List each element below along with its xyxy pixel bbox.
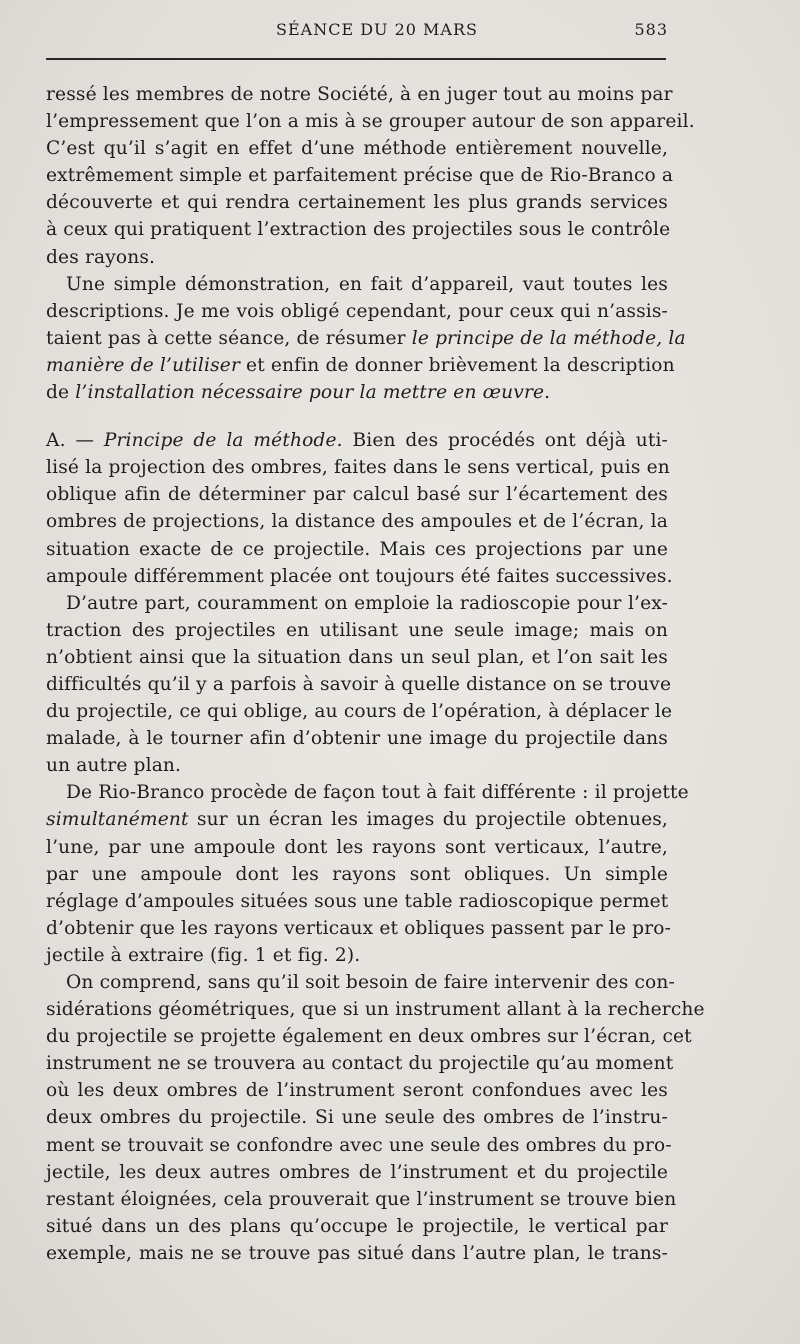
italic-text: Principe de la méthode. [103, 430, 343, 452]
text-line: n’obtient ainsi que la situation dans un seul plan, et l’on sait les [46, 646, 668, 668]
paragraph-gap [46, 406, 668, 427]
text-line: où les deux ombres de l’instrument seront confondues avec les [46, 1080, 668, 1102]
text-line: malade, à le tourner afin d’obtenir une image du projectile dans [46, 728, 668, 750]
italic-text: manière de l’utiliser [46, 354, 240, 376]
text-line: d’obtenir que les rayons verticaux et obliques passent par le pro- [46, 917, 672, 939]
text-line: l’une, par une ampoule dont les rayons sont verticaux, l’autre, [46, 836, 668, 858]
text-line: manière de l’utiliser et enfin de donner brièvement la description [46, 354, 675, 376]
body-text [46, 81, 705, 1267]
text-line: extrêmement simple et parfaitement précise que de Rio-Branco a [46, 165, 674, 187]
paragraph [46, 271, 686, 406]
italic-text: le principe de la méthode, [411, 327, 663, 349]
text-line: ressé les membres de notre Société, à en juger tout au moins par [46, 84, 673, 105]
paragraph [46, 81, 695, 271]
text-line: deux ombres du projectile. Si une seule des ombres de l’instru- [46, 1107, 668, 1129]
text-line: du projectile, ce qui oblige, au cours de l’opération, à déplacer le [46, 701, 673, 723]
text-line: des rayons. [46, 246, 156, 268]
text-line: jectile à extraire (fig. 1 et fig. 2). [46, 944, 361, 966]
text-line: Une simple démonstration, en fait d’appareil, vaut toutes les [66, 273, 668, 295]
text-line: taient pas à cette séance, de résumer le principe de la méthode, la [46, 327, 686, 349]
text-line: situation exacte de ce projectile. Mais ces projections par une [46, 538, 668, 560]
text-line: du projectile se projette également en deux ombres sur l’écran, cet [46, 1026, 692, 1048]
text-line: ment se trouvait se confondre avec une seule des ombres du pro- [46, 1134, 672, 1156]
text-line: l’empressement que l’on a mis à se grouper autour de son appareil. [46, 111, 695, 133]
italic-text: simultanément [46, 809, 189, 831]
text-line: difficultés qu’il y a parfois à savoir à quelle distance on se trouve [46, 673, 672, 695]
text-line: un autre plan. [46, 755, 182, 777]
text-line: ombres de projections, la distance des ampoules et de l’écran, la [46, 511, 668, 533]
text-line: réglage d’ampoules situées sous une table radioscopique permet [46, 890, 669, 912]
text-line: De Rio-Branco procède de façon tout à fait différente : il projette [66, 782, 689, 804]
text-line: à ceux qui pratiquent l’extraction des projectiles sous le contrôle [46, 219, 671, 241]
text-line: par une ampoule dont les rayons sont obliques. Un simple [46, 863, 668, 885]
paragraph [46, 427, 673, 590]
text-line: ampoule différemment placée ont toujours été faites successives. [46, 565, 673, 587]
paragraph [46, 779, 689, 969]
text-line: A. — Principe de la méthode. Bien des procédés ont déjà uti- [46, 430, 668, 452]
text-line: D’autre part, couramment on emploie la radioscopie pour l’ex- [66, 592, 668, 614]
text-line: traction des projectiles en utilisant une seule image; mais on [46, 619, 668, 641]
text-line: C’est qu’il s’agit en effet d’une méthode entièrement nouvelle, [46, 138, 668, 160]
running-title: SÉANCE DU 20 MARS [276, 20, 478, 39]
text-line: sidérations géométriques, que si un instrument allant à la recherche [46, 999, 705, 1021]
text-line: de l’installation nécessaire pour la mettre en œuvre. [46, 382, 551, 404]
header-rule [46, 58, 666, 60]
text-line: On comprend, sans qu’il soit besoin de faire intervenir des con- [66, 972, 675, 993]
paragraph [46, 590, 673, 780]
text-line: descriptions. Je me vois obligé cependant, pour ceux qui n’assis- [46, 300, 668, 322]
italic-text: la [668, 327, 686, 349]
page-header [46, 20, 668, 44]
text-line: instrument ne se trouvera au contact du projectile qu’au moment [46, 1053, 674, 1075]
text-line: simultanément sur un écran les images du projectile obtenues, [46, 809, 668, 831]
italic-text: l’installation nécessaire pour la mettre en œuvre. [75, 382, 551, 404]
text-line: exemple, mais ne se trouve pas situé dans l’autre plan, le trans- [46, 1242, 668, 1264]
text-line: situé dans un des plans qu’occupe le projectile, le vertical par [46, 1215, 668, 1237]
text-line: oblique afin de déterminer par calcul basé sur l’écartement des [46, 484, 668, 506]
text-line: jectile, les deux autres ombres de l’instrument et du projectile [46, 1161, 668, 1183]
paragraph [46, 969, 705, 1267]
text-line: restant éloignées, cela prouverait que l’instrument se trouve bien [46, 1188, 677, 1210]
page-number: 583 [634, 20, 668, 39]
text-line: découverte et qui rendra certainement les plus grands services [46, 192, 668, 214]
text-line: lisé la projection des ombres, faites dans le sens vertical, puis en [46, 457, 670, 479]
